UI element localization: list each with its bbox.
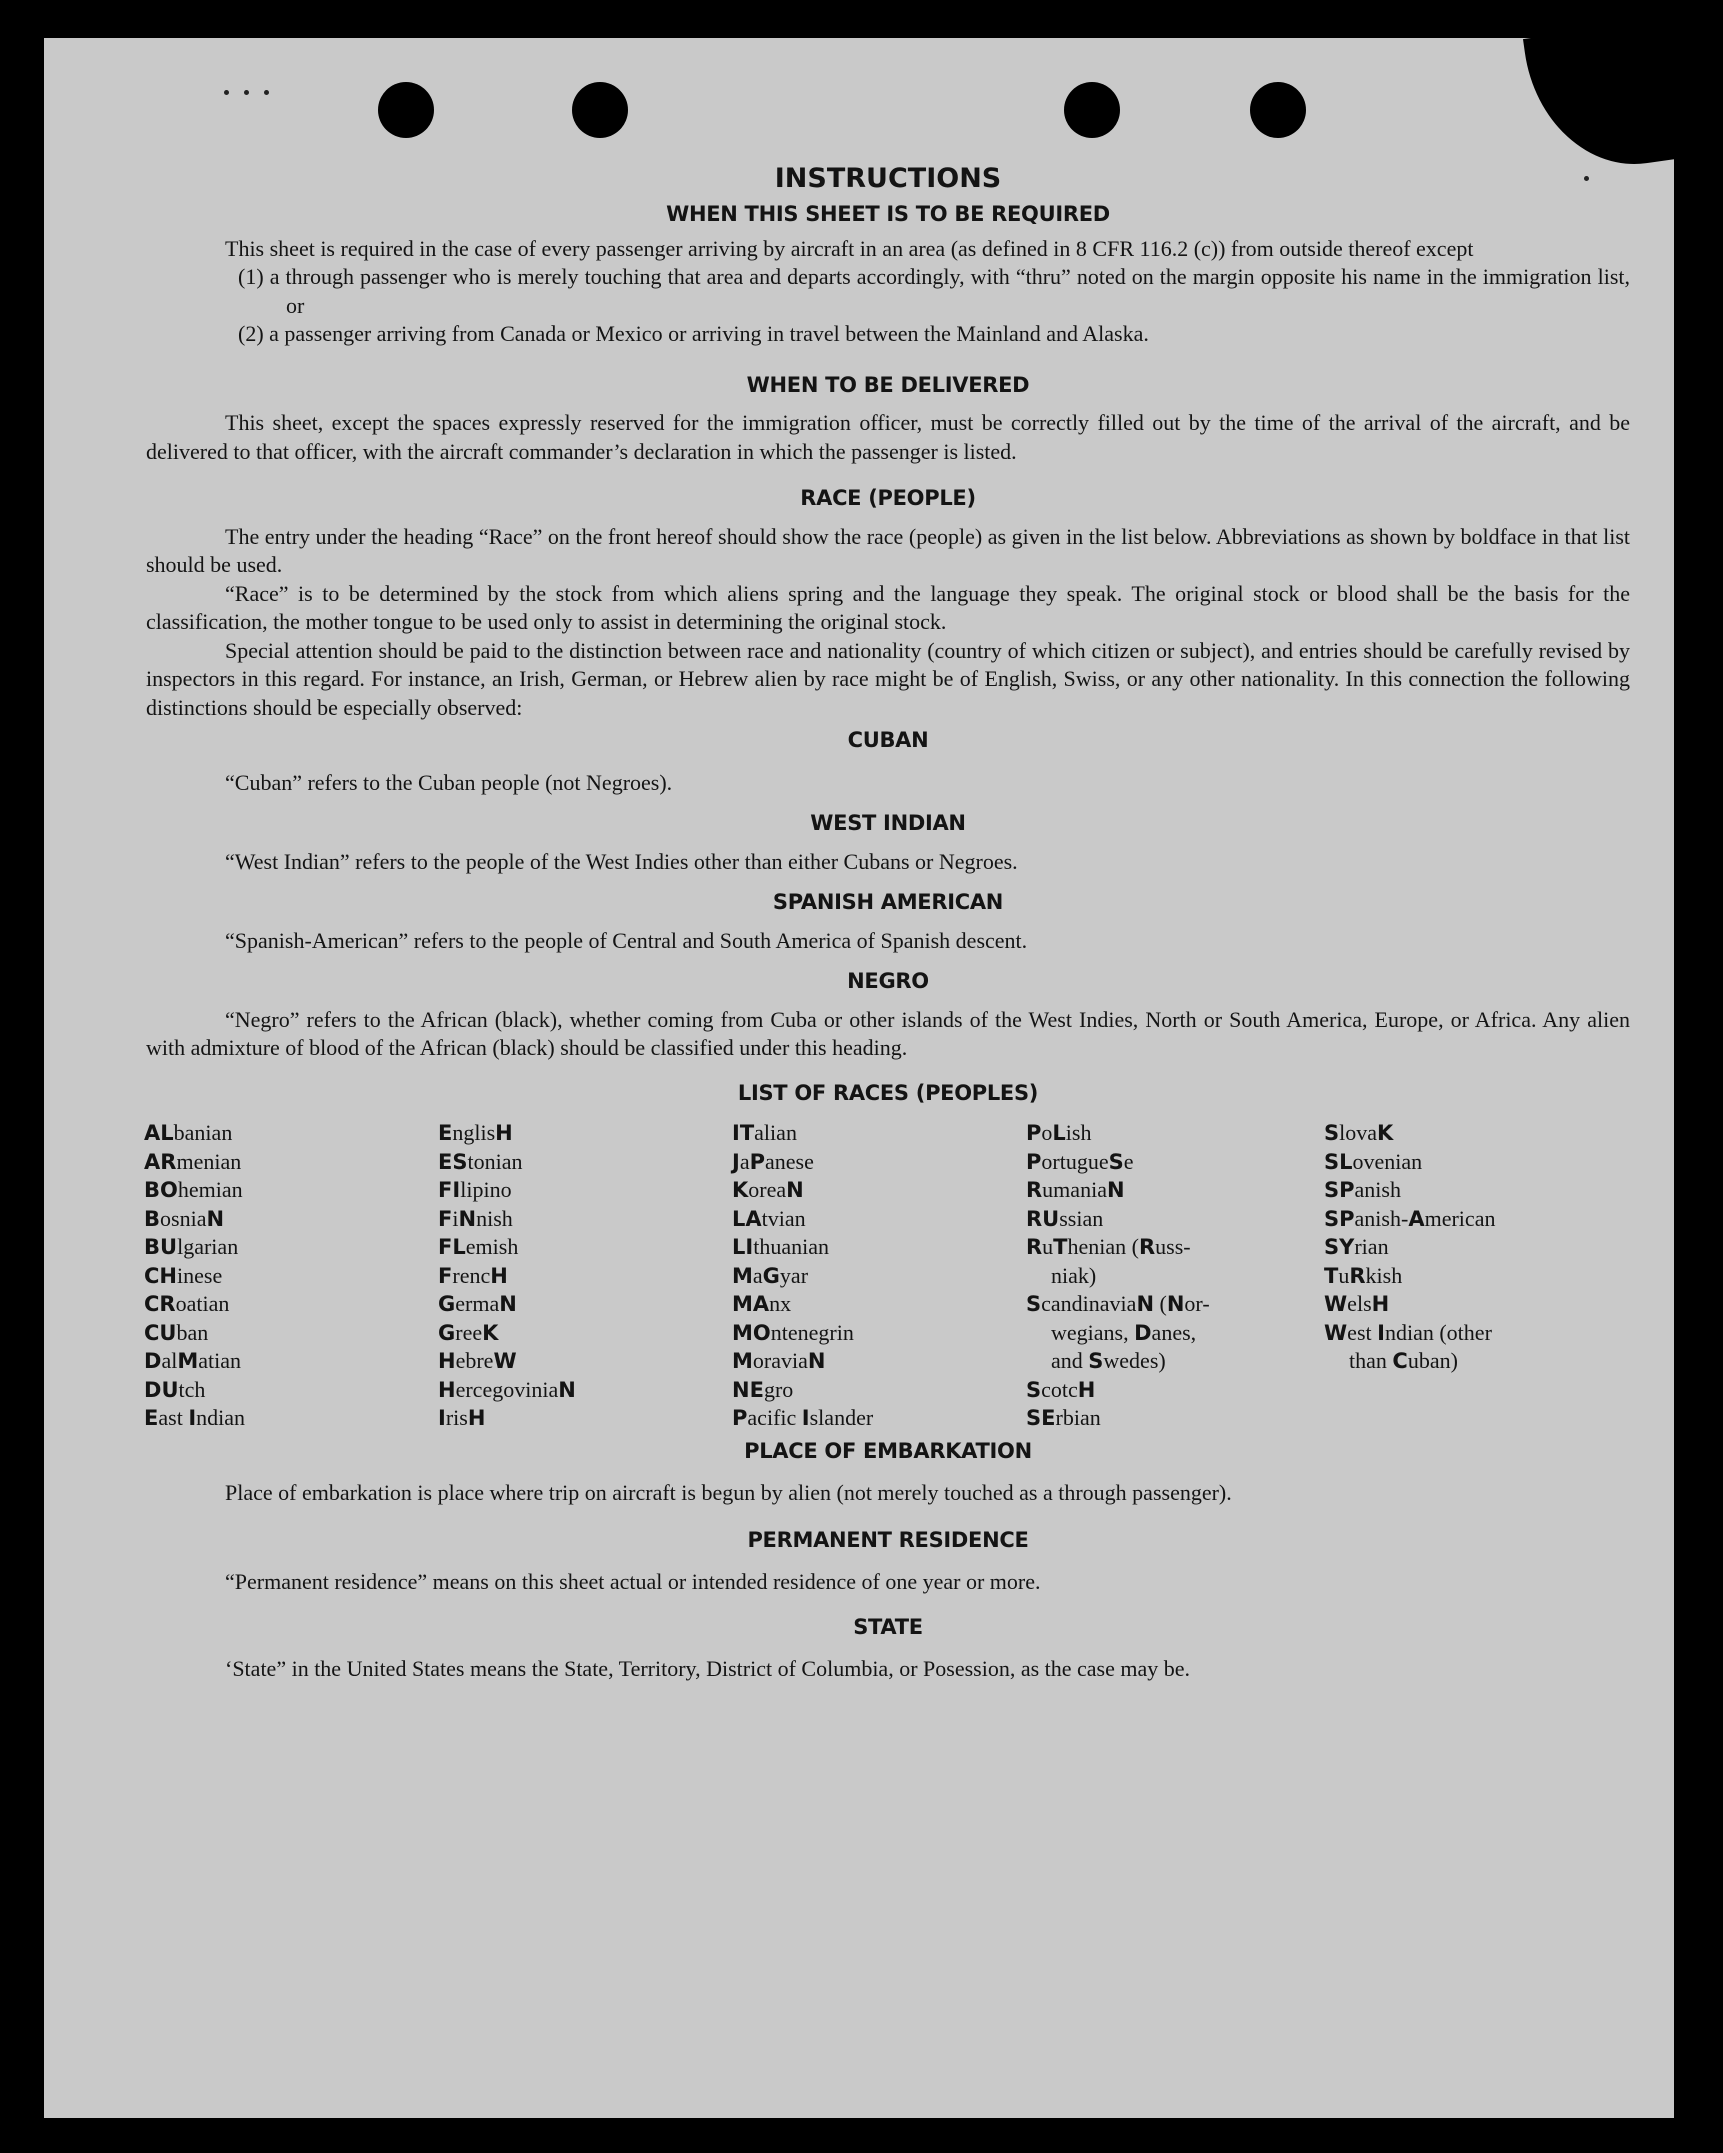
- punch-hole-4: [1250, 82, 1306, 138]
- race-entry: FLemish: [438, 1234, 519, 1259]
- spanish-american-text: “Spanish-American” refers to the people of Central and South America of Spanish descent.: [225, 927, 1028, 953]
- race-entry: CRoatian: [144, 1291, 230, 1316]
- document-sheet: [44, 38, 1674, 2118]
- race-entry: LIthuanian: [732, 1234, 829, 1259]
- race-entry: MAnx: [732, 1291, 792, 1316]
- race-entry: HercegoviniaN: [438, 1376, 576, 1402]
- embarkation-text: Place of embarkation is place where trip on aircraft is begun by alien (not merely touched as a through passenger).: [225, 1480, 1232, 1505]
- race-entry: LAtvian: [732, 1205, 806, 1231]
- instructions-body: [146, 162, 1630, 1684]
- race-entry: PoLish: [1026, 1120, 1092, 1145]
- race-entry: FrencH: [438, 1262, 508, 1288]
- race-entry: BosniaN: [144, 1205, 225, 1231]
- race-entry: West Indian (other: [1324, 1319, 1492, 1345]
- delivered-text: This sheet, except the spaces expressly reserved for the immigration officer, must be correctly filled out by the time of the arrival of the aircraft, and be delivered to that officer, with the aircraft commander’s declaration in which the passenger is listed.: [146, 410, 1630, 464]
- punch-hole-2: [572, 82, 628, 138]
- west-indian-text: “West Indian” refers to the people of the West Indies other than either Cubans or Negroes.: [225, 848, 1018, 874]
- heading-permanent-residence: PERMANENT RESIDENCE: [747, 1527, 1029, 1552]
- race-entry: GreeK: [438, 1319, 499, 1345]
- required-intro: This sheet is required in the case of every passenger arriving by aircraft in an area (as defined in 8 CFR 116.2 (c)) from outside thereof except: [225, 235, 1474, 261]
- race-paragraph-3: Special attention should be paid to the distinction between race and nationality (country of which citizen or subject), and entries should be carefully revised by inspectors in this regard. For instance, an Irish, German, or Hebrew alien by race might be of English, Swiss, or any other nationality. In this connection the following distinctions should be especially observed:: [146, 637, 1630, 720]
- exception-2: (2) a passenger arriving from Canada or Mexico or arriving in travel between the Mainland and Alaska.: [238, 321, 1149, 346]
- race-column-4: [1026, 1119, 1324, 1433]
- race-entry: ScotcH: [1026, 1376, 1096, 1402]
- heading-cuban: CUBAN: [847, 728, 929, 752]
- heading-race: RACE (PEOPLE): [800, 486, 976, 510]
- residence-text: “Permanent residence” means on this sheet actual or intended residence of one year or more.: [225, 1569, 1041, 1594]
- exception-1: (1) a through passenger who is merely touching that area and departs accordingly, with “thru” noted on the margin opposite his name in the immigration list, or: [238, 264, 1630, 318]
- heading-negro: NEGRO: [847, 969, 929, 993]
- race-entry: BUlgarian: [144, 1234, 239, 1259]
- race-entry: RUssian: [1026, 1205, 1104, 1231]
- race-column-3: [732, 1119, 1026, 1433]
- race-entry: FiNnish: [438, 1205, 513, 1231]
- race-entry: CUban: [144, 1319, 209, 1345]
- race-entry: HebreW: [438, 1348, 517, 1373]
- race-entry: SErbian: [1026, 1405, 1101, 1430]
- negro-text: “Negro” refers to the African (black), whether coming from Cuba or other islands of the West Indies, North or South America, Europe, or Africa. Any alien with admixture of blood of the African (black) should be classified under this heading.: [146, 1006, 1630, 1060]
- race-entry: MoraviaN: [732, 1348, 826, 1373]
- race-entry: Pacific Islander: [732, 1405, 874, 1430]
- race-entry: SLovenian: [1324, 1148, 1423, 1174]
- punch-hole-1: [378, 82, 434, 138]
- race-column-5: [1324, 1119, 1624, 1433]
- race-paragraph-1: The entry under the heading “Race” on the front hereof should show the race (people) as given in the list below. Abbreviations as shown by boldface in that list should be used.: [146, 523, 1630, 577]
- race-entry: KoreaN: [732, 1177, 804, 1202]
- race-entry: wegians, Danes,: [1051, 1319, 1197, 1345]
- cuban-text: “Cuban” refers to the Cuban people (not Negroes).: [225, 769, 673, 795]
- race-entry: and Swedes): [1051, 1348, 1166, 1373]
- race-entry: TuRkish: [1324, 1262, 1403, 1288]
- race-list: [144, 1119, 1630, 1433]
- race-entry: EStonian: [438, 1148, 523, 1174]
- punch-hole-3: [1064, 82, 1120, 138]
- race-entry: SPanish-American: [1324, 1205, 1496, 1231]
- race-column-1: [144, 1119, 438, 1433]
- race-entry: PortugueSe: [1026, 1148, 1134, 1174]
- race-entry: JaPanese: [732, 1148, 814, 1174]
- race-entry: FIlipino: [438, 1177, 512, 1202]
- race-entry: EnglisH: [438, 1120, 513, 1145]
- race-entry: niak): [1051, 1262, 1097, 1288]
- race-entry: East Indian: [144, 1405, 246, 1430]
- race-entry: ScandinaviaN (Nor-: [1026, 1291, 1210, 1316]
- race-paragraph-2: “Race” is to be determined by the stock from which aliens spring and the language they speak. The original stock or blood shall be the basis for the classification, the mother tongue to be used only to assist in determining the original stock.: [146, 580, 1630, 634]
- race-entry: RuThenian (Russ-: [1026, 1234, 1191, 1259]
- heading-embarkation: PLACE OF EMBARKATION: [744, 1438, 1032, 1463]
- heading-state: STATE: [853, 1614, 923, 1639]
- race-entry: DUtch: [144, 1376, 206, 1402]
- race-entry: ARmenian: [144, 1148, 242, 1174]
- race-entry: GermaN: [438, 1291, 517, 1316]
- heading-west-indian: WEST INDIAN: [810, 811, 966, 835]
- heading-when-required: WHEN THIS SHEET IS TO BE REQUIRED: [666, 202, 1110, 226]
- race-entry: SPanish: [1324, 1177, 1401, 1202]
- race-entry: ALbanian: [144, 1120, 233, 1145]
- race-entry: RumaniaN: [1026, 1177, 1125, 1202]
- race-entry: IrisH: [438, 1405, 486, 1430]
- race-column-2: [438, 1119, 732, 1433]
- race-entry: BOhemian: [144, 1177, 243, 1202]
- race-entry: CHinese: [144, 1262, 223, 1288]
- race-entry: MaGyar: [732, 1262, 809, 1288]
- race-entry: NEgro: [732, 1376, 794, 1402]
- race-entry: SlovaK: [1324, 1120, 1394, 1145]
- heading-when-delivered: WHEN TO BE DELIVERED: [746, 372, 1030, 397]
- race-entry: than Cuban): [1349, 1348, 1458, 1373]
- state-text: ‘State” in the United States means the State, Territory, District of Columbia, or Posession, as the case may be.: [225, 1656, 1191, 1681]
- race-entry: SYrian: [1324, 1234, 1389, 1259]
- race-entry: ITalian: [732, 1120, 797, 1145]
- race-entry: DalMatian: [144, 1348, 242, 1373]
- race-entry: MOntenegrin: [732, 1319, 854, 1345]
- race-entry: WelsH: [1324, 1291, 1390, 1316]
- page-title: INSTRUCTIONS: [774, 163, 1002, 194]
- heading-list-of-races: LIST OF RACES (PEOPLES): [737, 1080, 1039, 1105]
- heading-spanish-american: SPANISH AMERICAN: [772, 890, 1004, 914]
- torn-corner: [1523, 38, 1674, 178]
